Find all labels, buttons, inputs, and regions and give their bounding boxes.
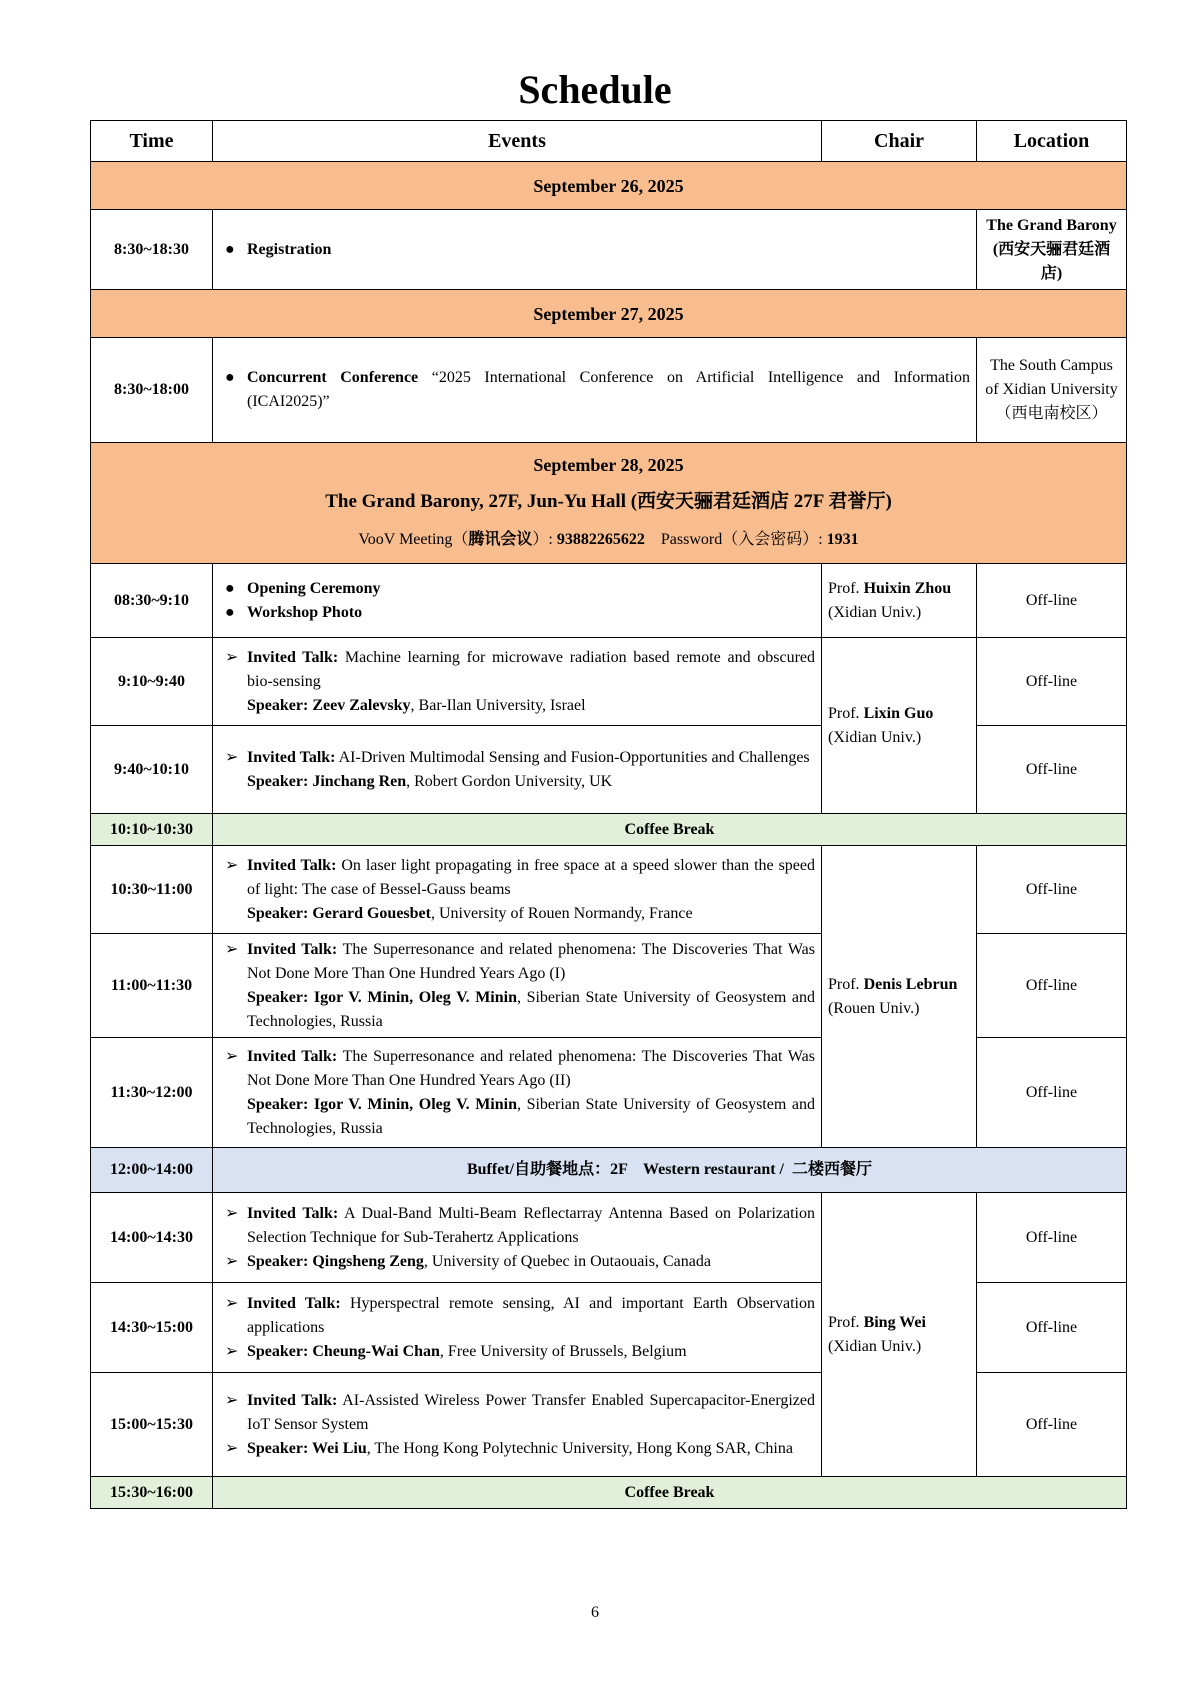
time-cell: 10:30~11:00 bbox=[91, 846, 213, 934]
bullet-icon: ● bbox=[225, 579, 235, 597]
table-row bbox=[91, 210, 1127, 290]
chair-cell: Prof. Bing Wei (Xidian Univ.) bbox=[822, 1193, 977, 1477]
event-cell bbox=[213, 210, 977, 290]
location-cell: Off-line bbox=[977, 726, 1127, 814]
break-label: Coffee Break bbox=[213, 1477, 1127, 1509]
location-cell: Off-line bbox=[977, 1038, 1127, 1148]
col-header-location: Location bbox=[977, 121, 1127, 162]
bullet-icon: ● bbox=[225, 240, 235, 258]
event-cell: ● Opening Ceremony ● Workshop Photo bbox=[213, 564, 822, 638]
location-cell: The Grand Barony (西安天骊君廷酒店) bbox=[977, 210, 1127, 290]
time-cell: 15:00~15:30 bbox=[91, 1373, 213, 1477]
table-row bbox=[91, 638, 1127, 726]
location-cell: Off-line bbox=[977, 1373, 1127, 1477]
bullet-icon: ● bbox=[225, 369, 235, 386]
time-cell: 8:30~18:30 bbox=[91, 210, 213, 290]
time-cell: 14:00~14:30 bbox=[91, 1193, 213, 1283]
arrow-icon: ➢ bbox=[225, 648, 239, 666]
event-cell: ➢ Invited Talk: The Superresonance and related phenomena: The Discoveries That Was Not Done More Than One Hundred Years Ago (II) Speaker: Igor V. Minin, Oleg V. Minin, Siberian State University of Geosystem and Technologies, Russia bbox=[213, 1038, 822, 1148]
chair-cell: Prof. Denis Lebrun (Rouen Univ.) bbox=[822, 846, 977, 1148]
arrow-icon: ➢ bbox=[225, 1391, 239, 1409]
arrow-icon: ➢ bbox=[225, 1204, 239, 1222]
arrow-icon: ➢ bbox=[225, 1252, 239, 1270]
chair-cell: Prof. Huixin Zhou (Xidian Univ.) bbox=[822, 564, 977, 638]
chair-cell: Prof. Lixin Guo (Xidian Univ.) bbox=[822, 638, 977, 814]
date-block bbox=[91, 443, 1127, 564]
location-cell: Off-line bbox=[977, 1283, 1127, 1373]
location-cell: Off-line bbox=[977, 638, 1127, 726]
arrow-icon: ➢ bbox=[225, 1439, 239, 1457]
table-row bbox=[91, 1193, 1127, 1283]
break-row bbox=[91, 814, 1127, 846]
break-row bbox=[91, 1477, 1127, 1509]
header-row bbox=[91, 121, 1127, 162]
bullet-icon: ● bbox=[225, 603, 235, 621]
event-cell: ➢ Invited Talk: The Superresonance and related phenomena: The Discoveries That Was Not Done More Than One Hundred Years Ago (I) Speaker: Igor V. Minin, Oleg V. Minin, Siberian State University of Geosystem and Technologies, Russia bbox=[213, 934, 822, 1038]
event-cell bbox=[213, 338, 977, 443]
meeting-password: 1931 bbox=[826, 531, 859, 548]
location-cell: Off-line bbox=[977, 934, 1127, 1038]
event-cell: ➢ Invited Talk: AI-Assisted Wireless Power Transfer Enabled Supercapacitor-Energized IoT Sensor System ➢ Speaker: Wei Liu, The Hong Kong Polytechnic University, Hong Kong SAR, China bbox=[213, 1373, 822, 1477]
time-cell: 11:00~11:30 bbox=[91, 934, 213, 1038]
event-cell: ➢ Invited Talk: Machine learning for microwave radiation based remote and obscured bio-sensing Speaker: Zeev Zalevsky, Bar-Ilan University, Israel bbox=[213, 638, 822, 726]
event-cell: ➢ Invited Talk: A Dual-Band Multi-Beam Reflectarray Antenna Based on Polarization Selection Technique for Sub-Terahertz Applications ➢ Speaker: Qingsheng Zeng, University of Quebec in Outaouais, Canada bbox=[213, 1193, 822, 1283]
location-cell: Off-line bbox=[977, 846, 1127, 934]
time-cell: 9:40~10:10 bbox=[91, 726, 213, 814]
page-title: Schedule bbox=[518, 67, 672, 112]
time-cell: 8:30~18:00 bbox=[91, 338, 213, 443]
schedule-table bbox=[90, 120, 1127, 1509]
table-row bbox=[91, 846, 1127, 934]
event-cell: ➢ Invited Talk: AI-Driven Multimodal Sensing and Fusion-Opportunities and Challenges Speaker: Jinchang Ren, Robert Gordon University, UK bbox=[213, 726, 822, 814]
break-row bbox=[91, 1148, 1127, 1193]
time-cell: 11:30~12:00 bbox=[91, 1038, 213, 1148]
break-label: Coffee Break bbox=[213, 814, 1127, 846]
event-title: Concurrent Conference bbox=[247, 369, 419, 386]
location-cell: Off-line bbox=[977, 1193, 1127, 1283]
event-cell: ➢ Invited Talk: Hyperspectral remote sensing, AI and important Earth Observation applications ➢ Speaker: Cheung-Wai Chan, Free University of Brussels, Belgium bbox=[213, 1283, 822, 1373]
table-row bbox=[91, 338, 1127, 443]
arrow-icon: ➢ bbox=[225, 940, 239, 958]
time-cell: 15:30~16:00 bbox=[91, 1477, 213, 1509]
arrow-icon: ➢ bbox=[225, 856, 239, 874]
break-label: Buffet/自助餐地点：2F Western restaurant / 二楼西餐厅 bbox=[213, 1148, 1127, 1193]
event-description: “2025 International Conference on Artificial Intelligence and Information (ICAI2025)” bbox=[247, 369, 971, 410]
col-header-time: Time bbox=[91, 121, 213, 162]
table-row bbox=[91, 564, 1127, 638]
location-cell: Off-line bbox=[977, 564, 1127, 638]
date-label: September 27, 2025 bbox=[91, 290, 1127, 338]
col-header-events: Events bbox=[213, 121, 822, 162]
time-cell: 10:10~10:30 bbox=[91, 814, 213, 846]
date-label: September 28, 2025 bbox=[533, 455, 684, 475]
location-cell: The South Campus of Xidian University（西电南校区） bbox=[977, 338, 1127, 443]
date-row bbox=[91, 162, 1127, 210]
date-row bbox=[91, 290, 1127, 338]
meeting-id: 93882265622 bbox=[556, 531, 645, 548]
arrow-icon: ➢ bbox=[225, 1047, 239, 1065]
event-title: Registration bbox=[247, 240, 332, 258]
date-label: September 26, 2025 bbox=[91, 162, 1127, 210]
time-cell: 14:30~15:00 bbox=[91, 1283, 213, 1373]
venue-label: The Grand Barony, 27F, Jun-Yu Hall (西安天骊君廷酒店 27F 君誉厅) bbox=[325, 491, 892, 512]
event-cell: ➢ Invited Talk: On laser light propagating in free space at a speed slower than the speed of light: The case of Bessel-Gauss beams Speaker: Gerard Gouesbet, University of Rouen Normandy, France bbox=[213, 846, 822, 934]
arrow-icon: ➢ bbox=[225, 1294, 239, 1312]
time-cell: 9:10~9:40 bbox=[91, 638, 213, 726]
date-row bbox=[91, 443, 1127, 564]
arrow-icon: ➢ bbox=[225, 1342, 239, 1360]
time-cell: 12:00~14:00 bbox=[91, 1148, 213, 1193]
meeting-info: VooV Meeting（腾讯会议）: 93882265622 Password（入会密码）: 1931 bbox=[358, 531, 859, 548]
col-header-chair: Chair bbox=[822, 121, 977, 162]
time-cell: 08:30~9:10 bbox=[91, 564, 213, 638]
page-number: 6 bbox=[591, 1604, 599, 1621]
arrow-icon: ➢ bbox=[225, 748, 239, 766]
